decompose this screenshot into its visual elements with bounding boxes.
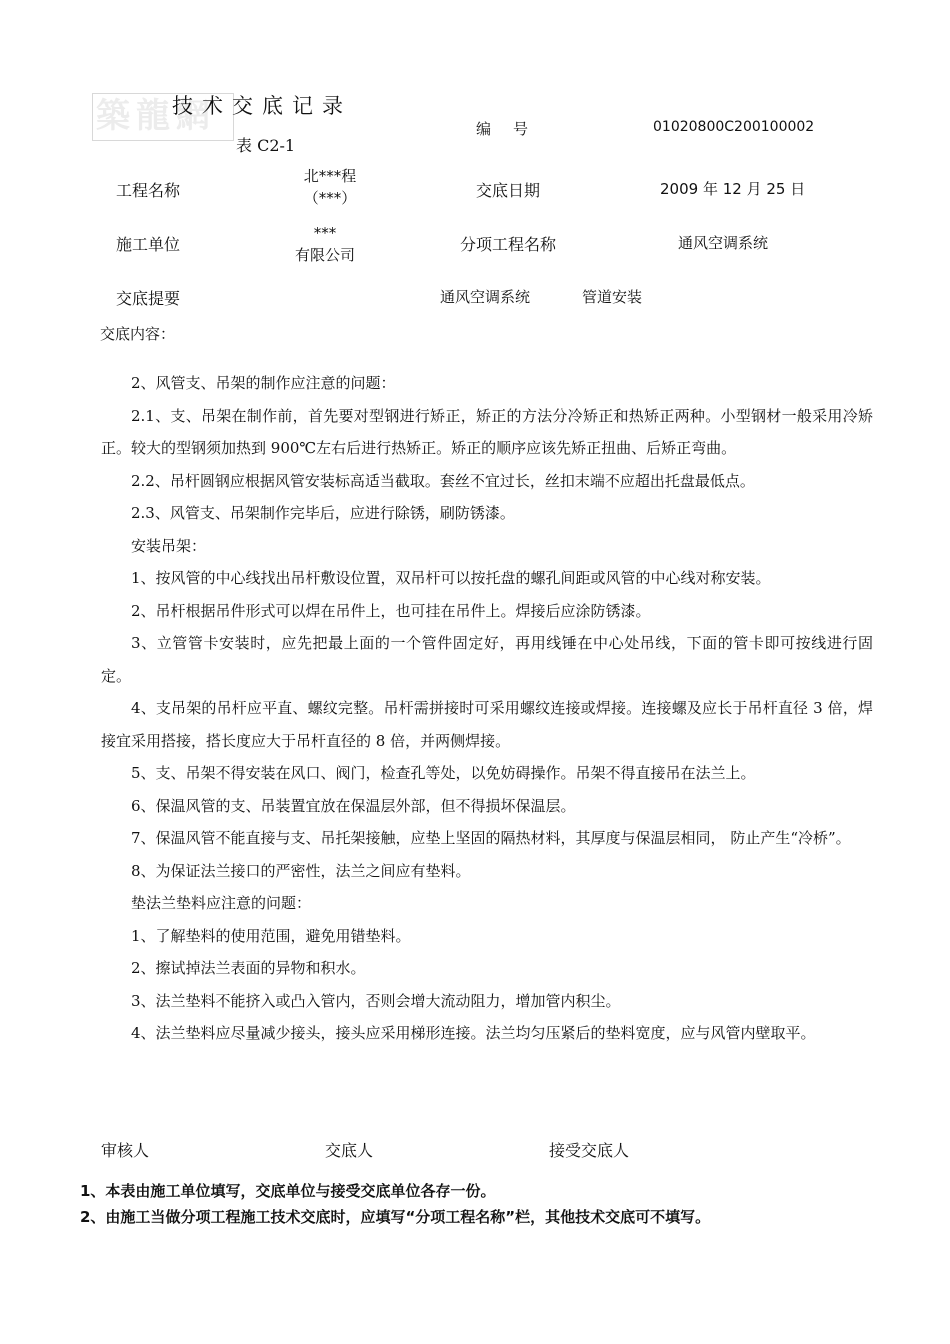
footnote: 1、本表由施工单位填写，交底单位与接受交底单位各存一份。 — [80, 1182, 496, 1200]
content-paragraph: 2、擦试掉法兰表面的异物和积水。 — [131, 959, 366, 977]
content-body — [101, 367, 873, 1050]
construction-unit-line-1: *** — [313, 224, 337, 242]
content-paragraph: 2.2、吊杆圆钢应根据风管安装标高适当截取。套丝不宜过长，丝扣末端不应超出托盘最低点。 — [131, 471, 755, 490]
content-paragraph: 3、立管管卡安装时，应先把最上面的一个管件固定好，再用线锤在中心处吊线，下面的管卡即可按线进行固定。 — [101, 634, 873, 685]
content-paragraph: 5、支、吊架不得安装在风口、阀门，检查孔等处，以免妨碍操作。吊架不得直接吊在法兰上。 — [131, 764, 756, 782]
reviewer-label: 审核人 — [101, 1141, 150, 1160]
page-title: 技术交底记录 — [172, 94, 352, 118]
construction-unit-value — [270, 222, 380, 266]
content-paragraph: 安装吊架： — [131, 536, 207, 555]
content-paragraph: 1、按风管的中心线找出吊杆敷设位置，双吊杆可以按托盘的螺孔间距或风管的中心线对称安装。 — [131, 569, 771, 587]
discloser-label: 交底人 — [325, 1141, 374, 1160]
disclosure-date-value: 2009 年 12 月 25 日 — [660, 180, 806, 198]
content-paragraph: 3、法兰垫料不能挤入或凸入管内，否则会增大流动阻力，增加管内积尘。 — [131, 991, 621, 1010]
receiver-label: 接受交底人 — [549, 1141, 630, 1160]
content-paragraph: 2.3、风管支、吊架制作完毕后，应进行除锈，刷防锈漆。 — [131, 504, 515, 522]
serial-value: 01020800C200100002 — [653, 119, 815, 135]
project-name-label: 工程名称 — [116, 181, 181, 200]
content-paragraph: 6、保温风管的支、吊装置宜放在保温层外部，但不得损坏保温层。 — [131, 796, 576, 815]
content-paragraph: 2、吊杆根据吊件形式可以焊在吊件上，也可挂在吊件上。焊接后应涂防锈漆。 — [131, 601, 651, 620]
content-paragraph: 2、风管支、吊架的制作应注意的问题： — [131, 374, 396, 392]
project-name-line-1: 北***程 — [303, 167, 357, 185]
summary-label: 交底提要 — [116, 289, 181, 308]
content-paragraph: 1、了解垫料的使用范围，避免用错垫料。 — [131, 926, 411, 945]
project-name-value — [270, 165, 390, 209]
footnote: 2、由施工当做分项工程施工技术交底时，应填写“分项工程名称”栏，其他技术交底可不填写。 — [80, 1208, 711, 1226]
construction-unit-line-2: 有限公司 — [294, 246, 355, 264]
content-paragraph: 8、为保证法兰接口的严密性，法兰之间应有垫料。 — [131, 861, 471, 880]
content-paragraph: 4、法兰垫料应尽量减少接头，接头应采用梯形连接。法兰均匀压紧后的垫料宽度，应与风管内壁取平。 — [131, 1024, 816, 1042]
summary-value-item: 管道安装 — [582, 288, 643, 306]
content-paragraph: 2.1、支、吊架在制作前，首先要对型钢进行矫正，矫正的方法分冷矫正和热矫正两种。小型钢材一般采用冷矫正。较大的型钢须加热到 900℃左右后进行热矫正。矫正的顺序应该先矫正扭曲、后矫正弯曲。 — [101, 406, 873, 457]
project-name-line-2: （***） — [303, 189, 357, 207]
serial-label: 编号 — [476, 120, 551, 138]
construction-unit-label: 施工单位 — [116, 235, 181, 254]
content-paragraph: 4、支吊架的吊杆应平直、螺纹完整。吊杆需拼接时可采用螺纹连接或焊接。连接螺及应长于吊杆直径 3 倍，焊接宜采用搭接，搭长度应大于吊杆直径的 8 倍，并两侧焊接。 — [101, 699, 873, 750]
content-label: 交底内容： — [100, 325, 176, 343]
content-paragraph: 7、保温风管不能直接与支、吊托架接触，应垫上坚固的隔热材料，其厚度与保温层相同， 防止产生“冷桥”。 — [131, 829, 851, 847]
summary-value-system: 通风空调系统 — [440, 288, 531, 306]
subproject-name-value: 通风空调系统 — [678, 234, 769, 252]
disclosure-date-label: 交底日期 — [476, 181, 541, 200]
form-number: 表 C2-1 — [236, 136, 296, 155]
watermark-logo: 築龍網 — [96, 96, 216, 136]
content-paragraph: 垫法兰垫料应注意的问题： — [131, 894, 312, 912]
subproject-name-label: 分项工程名称 — [460, 235, 557, 254]
